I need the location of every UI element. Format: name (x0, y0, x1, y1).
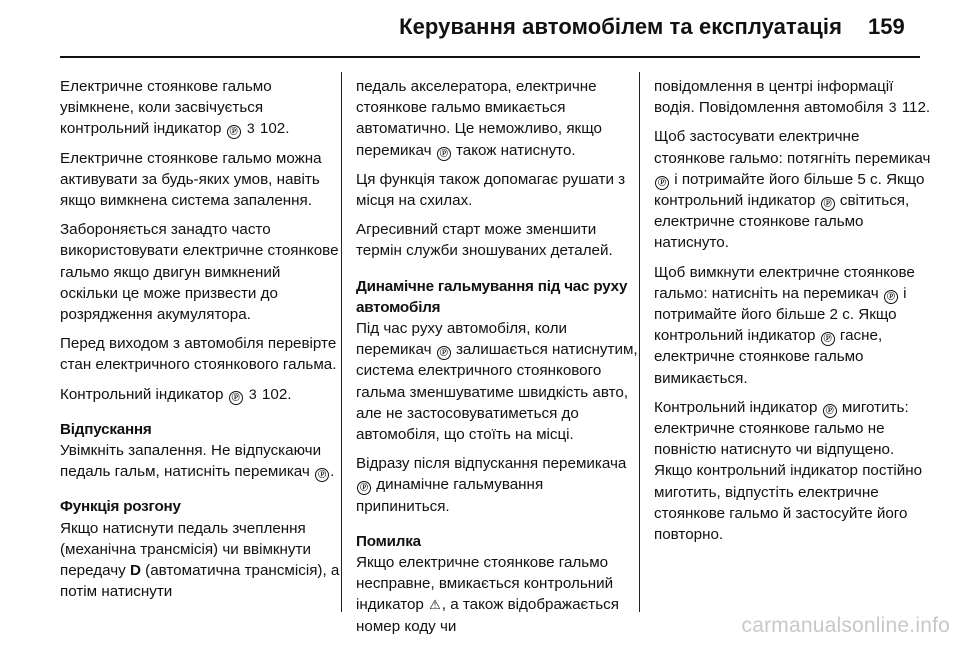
text: Якщо натиснути педаль зчеплення (механічна трансмісія) чи ввімкнути передачу (60, 519, 311, 580)
text: , а також відображається номер коду чи (356, 596, 619, 635)
section-heading: Динамічне гальмування під час руху автомобіля (356, 277, 628, 316)
page-number: 159 (868, 14, 905, 39)
text: залишається натиснутим, система електричного стоянкового гальма зменшуватиме швидкість авто, але не застосовуватиметься до автомобіля, що стоїть на місці. (356, 341, 638, 444)
text: . (330, 463, 335, 481)
paragraph (356, 552, 638, 637)
paragraph: Електричне стоянкове гальмо можна активувати за будь-яких умов, навіть якщо вимкнена система запалення. (60, 149, 322, 210)
parking-brake-icon: Ⓟ (821, 197, 835, 211)
header-rule (60, 56, 920, 58)
text: Контрольний індикатор (60, 385, 224, 403)
parking-brake-icon: Ⓟ (821, 332, 835, 346)
paragraph (60, 76, 340, 140)
text: Щоб застосувати електричне стоянкове гальмо: потягніть перемикач (654, 128, 931, 167)
text: гасне, електричне стоянкове гальмо вимикається. (654, 327, 883, 387)
parking-brake-icon: Ⓟ (227, 125, 241, 139)
page-reference-icon: 3 (248, 385, 257, 402)
paragraph (60, 518, 340, 603)
text: педаль акселератора, електричне стоянкове гальмо вмикається автоматично. Це неможливо, якщо перемикач (356, 78, 602, 159)
text: 102. (259, 120, 290, 138)
parking-brake-icon: Ⓟ (229, 391, 243, 405)
paragraph (356, 453, 638, 517)
paragraph (654, 126, 934, 253)
paragraph: Забороняється занадто часто використовувати електричне стоянкове гальмо якщо двигун вимкнений оскільки це може призвести до розрядження акумулятора. (60, 221, 339, 324)
text: Контрольний індикатор (654, 398, 818, 416)
text: 112. (901, 99, 931, 117)
text-column-3 (654, 76, 934, 553)
paragraph: Агресивний старт може зменшити термін служби зношуваних деталей. (356, 221, 613, 260)
parking-brake-icon: Ⓟ (437, 147, 451, 161)
paragraph (60, 384, 340, 405)
parking-brake-icon: Ⓟ (315, 468, 329, 482)
paragraph (654, 76, 934, 118)
text: миготить: електричне стоянкове гальмо не повністю натиснуто чи відпущено. Якщо контрольний індикатор постійно миготить, відпустіть електричне стоянкове гальмо й застосуйте його повторно. (654, 398, 923, 544)
text: світиться, електричне стоянкове гальмо натиснуто. (654, 192, 910, 252)
section-heading: Відпускання (60, 420, 152, 438)
section-heading: Помилка (356, 532, 421, 550)
text: і потримайте його більше 5 с. Якщо контрольний індикатор (654, 170, 925, 210)
parking-brake-icon: Ⓟ (437, 346, 451, 360)
page-reference-icon: 3 (888, 99, 897, 116)
text-column-1 (60, 76, 340, 610)
paragraph (60, 440, 340, 482)
text: Щоб вимкнути електричне стоянкове гальмо: натисніть на перемикач (654, 263, 915, 302)
text: і потримайте його більше 2 с. Якщо контрольний індикатор (654, 284, 907, 345)
text: також натиснуто. (455, 141, 576, 159)
text: Якщо електричне стоянкове гальмо несправне, вмикається контрольний індикатор (356, 554, 614, 614)
text: Увімкніть запалення. Не відпускаючи педаль гальм, натисніть перемикач (60, 442, 322, 481)
page-title: Керування автомобілем та експлуатація (399, 14, 842, 39)
text: (автоматична трансмісія), а потім натиснути (60, 562, 340, 601)
paragraph: Ця функція також допомагає рушати з місця на схилах. (356, 170, 626, 210)
paragraph (356, 318, 638, 445)
watermark: carmanualsonline.info (741, 614, 950, 637)
parking-brake-icon: Ⓟ (357, 481, 371, 495)
text: 102. (261, 385, 292, 403)
text: Відразу після відпускання перемикача (356, 455, 627, 473)
text: Електричне стоянкове гальмо увімкнене, коли засвічується контрольний індикатор (60, 78, 272, 138)
parking-brake-icon: Ⓟ (884, 290, 898, 304)
paragraph (356, 76, 638, 161)
column-divider-1 (341, 72, 342, 612)
page-reference-icon: 3 (246, 120, 255, 137)
text: динамічне гальмування припиниться. (356, 476, 544, 515)
parking-brake-icon: Ⓟ (655, 176, 669, 190)
gear-label: D (129, 562, 141, 580)
paragraph: Перед виходом з автомобіля перевірте стан електричного стоянкового гальма. (60, 335, 337, 374)
warning-icon: ⚠ (429, 597, 441, 613)
section-heading: Функція розгону (60, 498, 181, 516)
text-column-2 (356, 76, 638, 645)
paragraph (654, 397, 934, 545)
text: повідомлення в центрі інформації водія. Повідомлення автомобіля (654, 78, 894, 117)
column-divider-2 (639, 72, 640, 612)
text: Під час руху автомобіля, коли перемикач (356, 320, 567, 359)
paragraph (654, 262, 934, 389)
parking-brake-icon: Ⓟ (823, 404, 837, 418)
